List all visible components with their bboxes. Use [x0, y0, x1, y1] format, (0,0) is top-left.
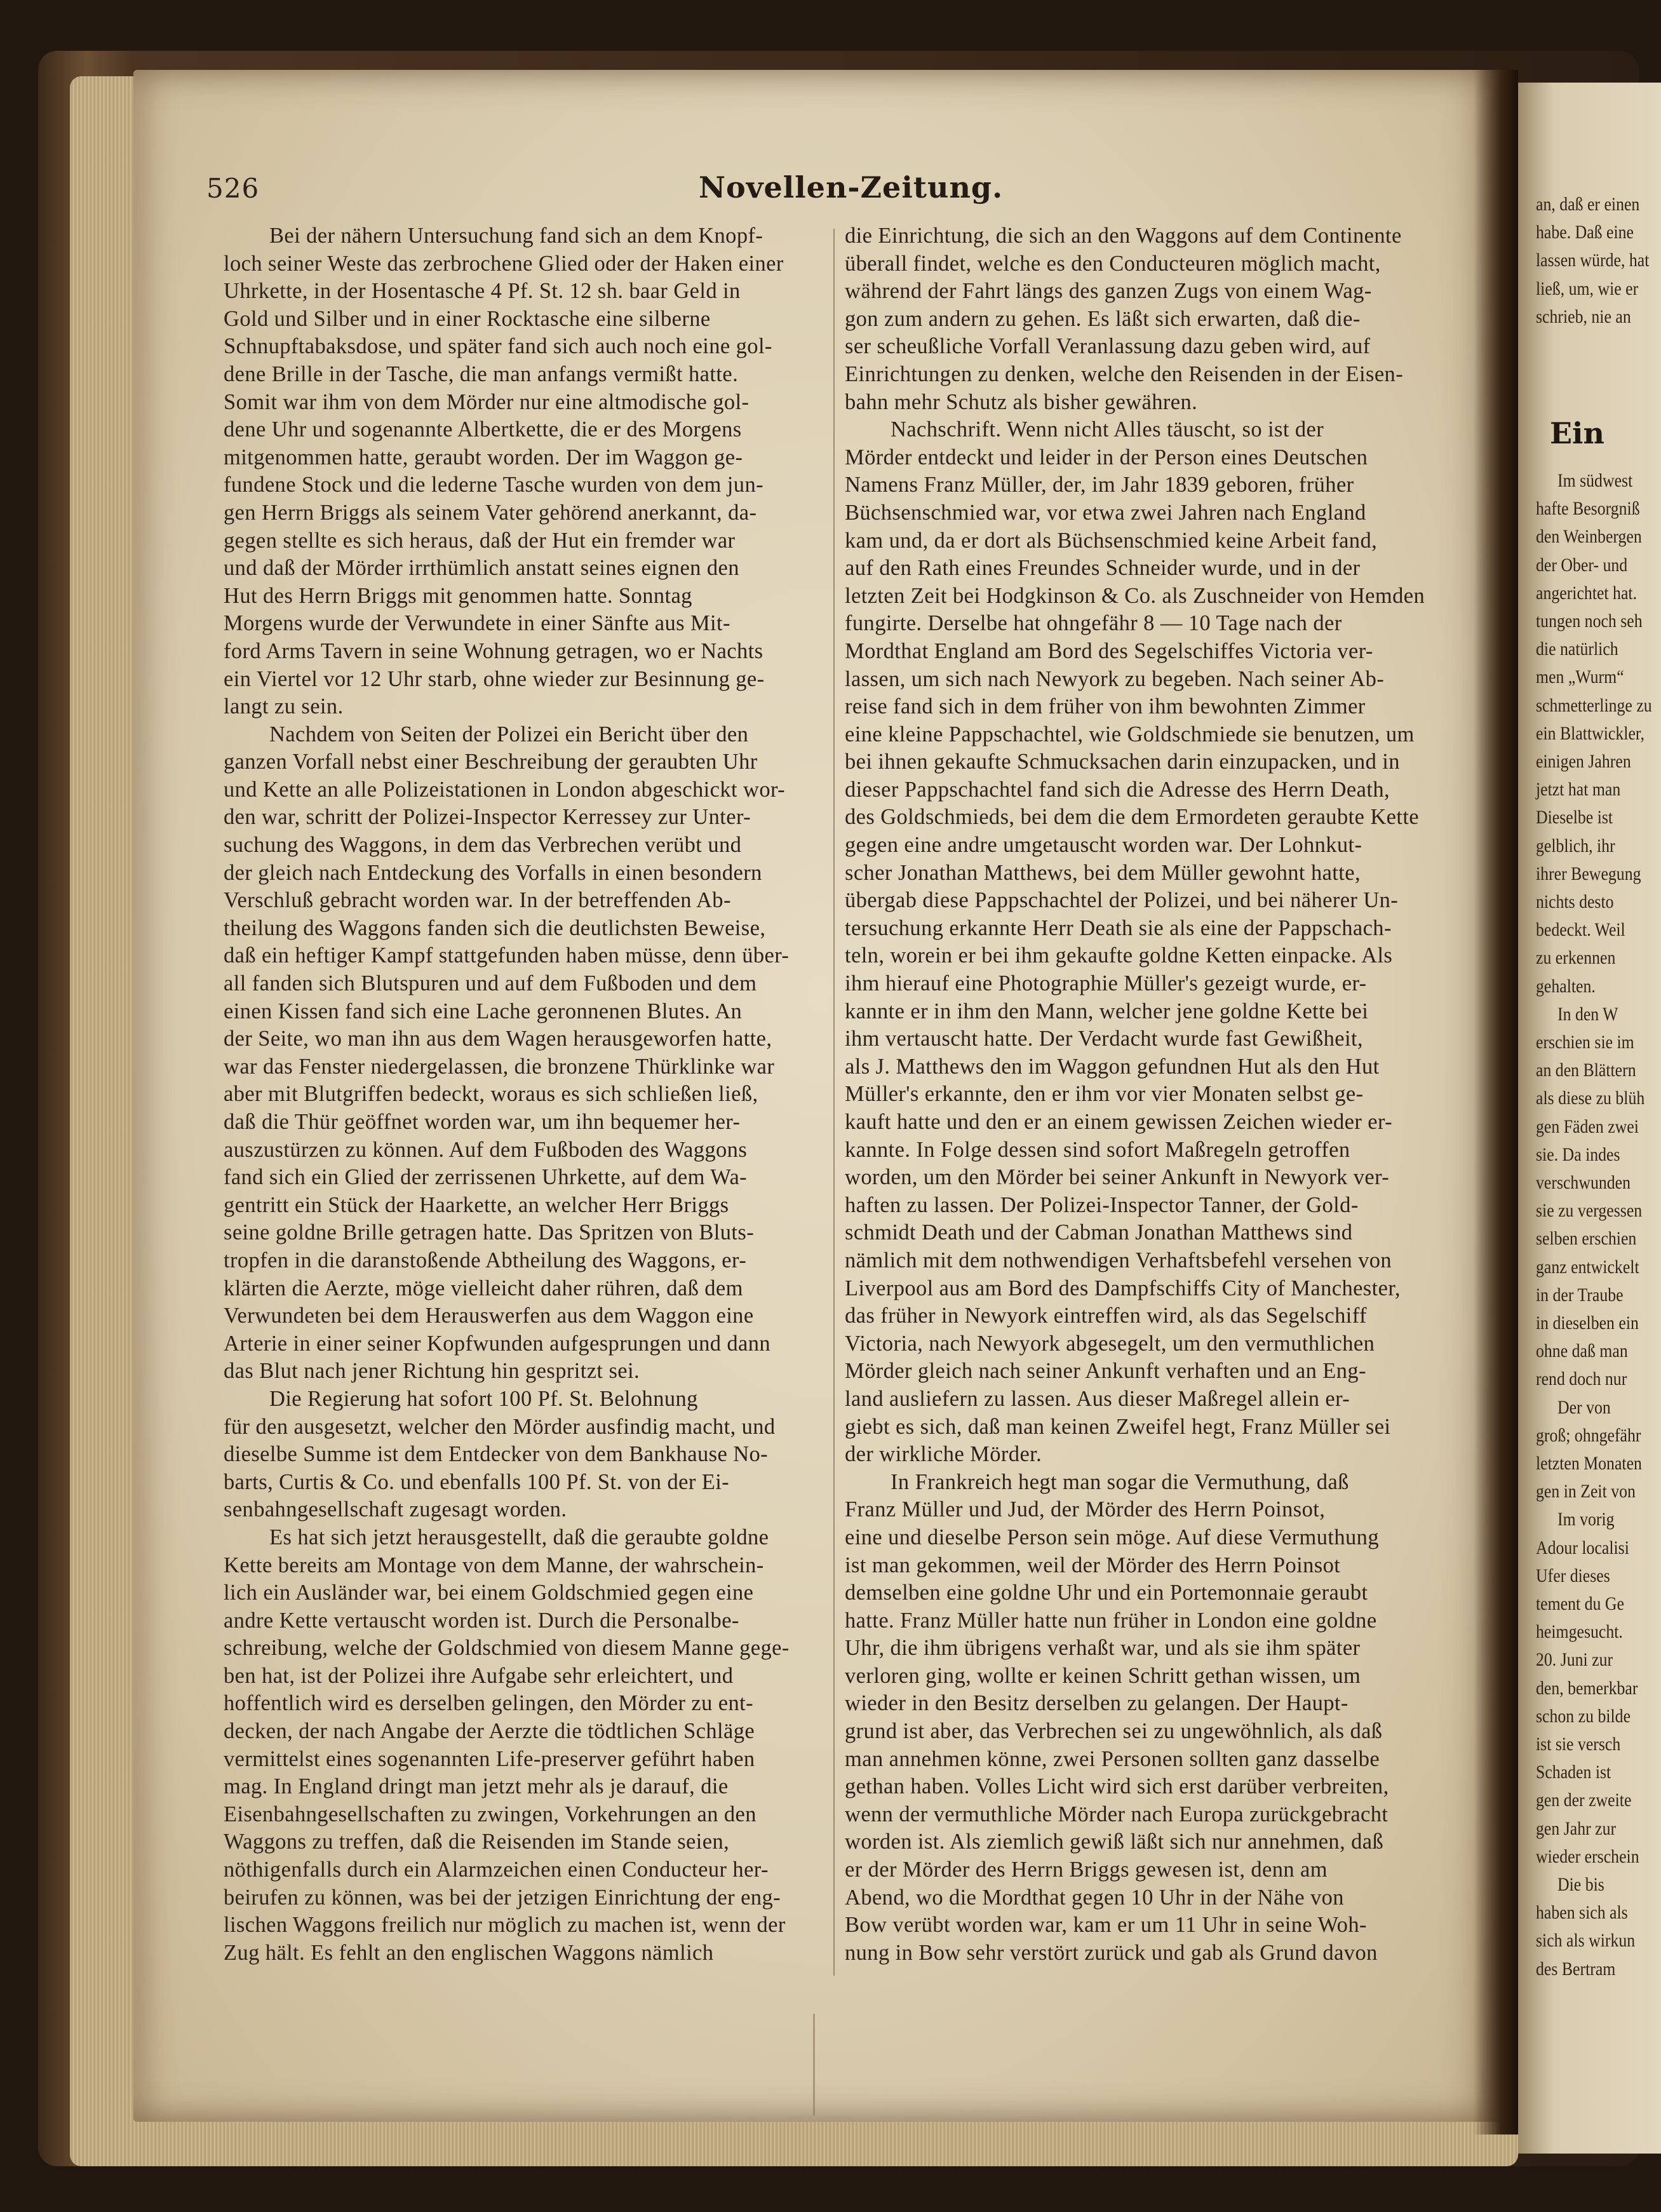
- column-divider: [833, 229, 835, 1976]
- facing-page-line: ließ, um, wie er: [1536, 278, 1639, 299]
- facing-page-line: lassen würde, hat: [1536, 250, 1650, 271]
- facing-page-line: ist sie versch: [1536, 1734, 1621, 1755]
- facing-page-line: Adour localisi: [1536, 1537, 1629, 1558]
- facing-page-line: selben erschien: [1536, 1228, 1637, 1250]
- facing-page-line: ohne daß man: [1536, 1340, 1628, 1362]
- facing-page-line: Ufer dieses: [1536, 1565, 1610, 1586]
- paragraph: Bei der nähern Untersuchung fand sich an dem Knopf- loch seiner Weste das zerbrochene Glied oder der Haken einer Uhrkette, in der Hosentasche 4 Pf. St. 12 sh. baar Geld in Gold und Silber und in einer Rocktasche eine silberne Schnupftabaksdose, und später fand sich auch noch eine gol- dene Brille in der Tasche, die man anfangs vermißt hatte. Somit war ihm von dem Mörder nur eine altmodische gol- dene Uhr und sogenannte Albertkette, die er des Morgens mitgenommen hatte, geraubt worden. Der im Waggon ge- fundene Stock und die lederne Tasche wurden von dem jun- gen Herrn Briggs als seinem Vater gehörend anerkannt, da- gegen stellte es sich heraus, daß der Hut ein fremder war und daß der Mörder irrthümlich anstatt seines eignen den Hut des Herrn Briggs mit genommen hatte. Sonntag Morgens wurde der Verwundete in einer Sänfte aus Mit- ford Arms Tavern in seine Wohnung getragen, wo er Nachts ein Viertel vor 12 Uhr starb, ohne wieder zur Besinnung ge- langt zu sein.: [224, 224, 784, 719]
- facing-page-line: Die bis: [1557, 1874, 1604, 1895]
- book-gutter: [1474, 70, 1518, 2134]
- facing-page-line: Der von: [1557, 1396, 1611, 1418]
- facing-page-title-fragment: Ein: [1550, 416, 1604, 450]
- facing-page-line: gehalten.: [1536, 975, 1596, 997]
- left-column: [224, 222, 843, 1967]
- facing-page-line: groß; ohngefähr: [1536, 1424, 1641, 1446]
- facing-page-line: jetzt hat man: [1536, 779, 1621, 800]
- facing-page-line: rend doch nur: [1536, 1368, 1627, 1390]
- facing-page-line: nichts desto: [1536, 891, 1614, 912]
- facing-page-line: zu erkennen: [1536, 947, 1616, 969]
- facing-page-line: tement du Ge: [1536, 1593, 1624, 1614]
- facing-page-line: gen in Zeit von: [1536, 1481, 1636, 1502]
- facing-page-line: sie. Da indes: [1536, 1143, 1620, 1165]
- facing-page-line: bedeckt. Weil: [1536, 919, 1625, 941]
- paragraph: Nachschrift. Wenn nicht Alles täuscht, so ist der Mörder entdeckt und leider in der Person eines Deutschen Namens Franz Müller, der, im Jahr 1839 geboren, früher Büchsenschmied war, vor etwa zwei Jahren nach England kam und, da er dort als Büchsenschmied keine Arbeit fand, auf den Rath eines Freundes Schneider wurde, und in der letzten Zeit bei Hodgkinson & Co. als Zuschneider von Hemden fungirte. Derselbe hat ohngefähr 8 — 10 Tage nach der Mordthat England am Bord des Segelschiffes Victoria ver- lassen, um sich nach Newyork zu begeben. Nach seiner Ab- reise fand sich in dem früher von ihm bewohnten Zimmer eine kleine Pappschachtel, wie Goldschmiede sie benutzen, um bei ihnen gekaufte Schmucksachen darin einzupacken, und in dieser Pappschachtel fand sich die Adresse des Herrn Death, des Goldschmieds, bei dem die dem Ermordeten geraubte Kette gegen eine andre umgetauscht worden war. Der Lohnkut- scher Jonathan Matthews, bei dem Müller gewohnt hatte, übergab diese Pappschachtel der Polizei, und bei näherer Un- tersuchung erkannte Herr Death sie als eine der Pappschach- teln, worein er bei ihm gekaufte goldne Ketten einpacke. Als ihm hierauf eine Photographie Müller's gezeigt wurde, er- kannte er in ihm den Mann, welcher jene goldne Kette bei ihm vertauscht hatte. Der Verdacht wurde fast Gewißheit, als J. Matthews den im Waggon gefundnen Hut als den Hut Müller's erkannte, den er ihm vor vier Monaten selbst ge- kauft hatte und den er an einem gewissen Zeichen wieder er- kannte. In Folge dessen sind sofort Maßregeln getroffen worden, um den Mörder bei seiner Ankunft in Newyork ver- haften zu lassen. Der Polizei-Inspector Tanner, der Gold- schmidt Death und der Cabman Jonathan Matthews sind nämlich mit dem nothwendigen Verhaftsbefehl versehen von Liverpool aus am Bord des Dampfschiffs City of Manchester, das früher in Newyork eintreffen wird, als das Segelschiff Victoria, nach Newyork abgesegelt, um den vermuthlichen Mörder gleich nach seiner Ankunft verhaften und an Eng- land ausliefern zu lassen. Aus dieser Maßregel allein er- giebt es sich, daß man keinen Zweifel hegt, Franz Müller sei der wirkliche Mörder.: [845, 417, 1425, 1467]
- facing-page-line: sie zu vergessen: [1536, 1200, 1643, 1222]
- facing-page-line: letzten Monaten: [1536, 1453, 1642, 1474]
- paragraph: Es hat sich jetzt herausgestellt, daß die geraubte goldne Kette bereits am Montage von dem Manne, der wahrschein- lich ein Ausländer war, bei einem Goldschmied gegen eine andre Kette vertauscht worden ist. Durch die Personalbe- schreibung, welche der Goldschmied von diesem Manne gege- ben hat, ist der Polizei ihre Aufgabe sehr erleichtert, und hoffentlich wird es derselben gelingen, den Mörder zu ent- decken, der nach Angabe der Aerzte die tödtlichen Schläge vermittelst eines sogenannten Life-preserver geführt haben mag. In England dringt man jetzt mehr als je darauf, die Eisenbahngesellschaften zu zwingen, Vorkehrungen an den Waggons zu treffen, daß die Reisenden im Stande seien, nöthigenfalls durch ein Alarmzeichen einen Conducteur her- beirufen zu können, was bei der jetzigen Einrichtung der eng- lischen Waggons freilich nur möglich zu machen ist, wenn der Zug hält. Es fehlt an den englischen Waggons nämlich: [224, 1525, 790, 1965]
- page-crease: [813, 2014, 815, 2115]
- paragraph: Nachdem von Seiten der Polizei ein Bericht über den ganzen Vorfall nebst einer Beschreibung der geraubten Uhr und Kette an alle Polizeistationen in London abgeschickt wor- den war, schritt der Polizei-Inspector Kerressey zur Unter- suchung des Waggons, in dem das Verbrechen verübt und der gleich nach Entdeckung des Vorfalls in einen besondern Verschluß gebracht worden war. In der betreffenden Ab- theilung des Waggons fanden sich die deutlichsten Beweise, daß ein heftiger Kampf stattgefunden haben müsse, denn über- all fanden sich Blutspuren und auf dem Fußboden und dem einen Kissen fand sich eine Lache geronnenen Blutes. An der Seite, wo man ihn aus dem Wagen herausgeworfen hatte, war das Fenster niedergelassen, die bronzene Thürklinke war aber mit Blutgriffen bedeckt, woraus es sich schließen ließ, daß die Thür geöffnet worden war, um ihn bequemer her- auszustürzen zu können. Auf dem Fußboden des Waggons fand sich ein Glied der zerrissenen Uhrkette, auf dem Wa- gentritt ein Stück der Haarkette, an welcher Herr Briggs seine goldne Brille getragen hatte. Das Spritzen von Bluts- tropfen in die daranstoßende Abtheilung des Waggons, er- klärten die Aerzte, möge vielleicht daher rühren, daß dem Verwundeten bei dem Herauswerfen aus dem Waggon eine Arterie in einer seiner Kopfwunden aufgesprungen und dann das Blut nach jener Richtung hin gespritzt sei.: [224, 722, 790, 1384]
- running-title: Novellen-Zeitung.: [699, 170, 1004, 205]
- facing-page-line: hafte Besorgniß: [1536, 498, 1640, 520]
- paragraph: In Frankreich hegt man sogar die Vermuthung, daß Franz Müller und Jud, der Mörder des Herrn Poinsot, eine und dieselbe Person sein möge. Auf diese Vermuthung ist man gekommen, weil der Mörder des Herrn Poinsot demselben eine goldne Uhr und ein Portemonnaie geraubt hatte. Franz Müller hatte nun früher in London eine goldne Uhr, die ihm übrigens verhaßt war, und als sie ihm später verloren ging, wollte er keinen Schritt gethan wissen, um wieder in den Besitz derselben zu gelangen. Der Haupt- grund ist aber, das Verbrechen sei zu ungewöhnlich, als daß man annehmen könne, zwei Personen sollten ganz dasselbe gethan haben. Volles Licht wird sich erst darüber verbreiten, wenn der vermuthliche Mörder nach Europa zurückgebracht worden ist. Als ziemlich gewiß läßt sich nur annehmen, daß er der Mörder des Herrn Briggs gewesen ist, denn am Abend, wo die Mordthat gegen 10 Uhr in der Nähe von Bow verübt worden war, kam er um 11 Uhr in seine Woh- nung in Bow sehr verstört zurück und gab als Grund davon: [845, 1469, 1389, 1965]
- facing-page-line: gen Jahr zur: [1536, 1817, 1617, 1839]
- facing-page-line: Im südwest: [1557, 470, 1633, 491]
- facing-page-line: gen der zweite: [1536, 1790, 1632, 1811]
- facing-page-line: schrieb, nie an: [1536, 306, 1631, 327]
- facing-page-line: gelblich, ihr: [1536, 835, 1615, 856]
- facing-page-line: des Bertram: [1536, 1958, 1616, 1979]
- page-number: 526: [206, 173, 260, 204]
- facing-page-line: Dieselbe ist: [1536, 807, 1613, 828]
- facing-page-line: den, bemerkbar: [1536, 1677, 1638, 1699]
- facing-page-line: wieder erschein: [1536, 1845, 1639, 1867]
- facing-page-line: den Weinbergen: [1536, 526, 1642, 548]
- facing-page-line: schon zu bilde: [1536, 1705, 1631, 1727]
- facing-page-line: Im vorig: [1557, 1509, 1615, 1530]
- facing-page-line: men „Wurm“: [1536, 666, 1624, 688]
- facing-page-line: sich als wirkun: [1536, 1930, 1636, 1952]
- paragraph: die Einrichtung, die sich an den Waggons auf dem Continente überall findet, welche es den Conducteuren möglich macht, während der Fahrt längs des ganzen Zugs von einem Wag- gon zum andern zu gehen. Es läßt sich erwarten, daß die- ser scheußliche Vorfall Veranlassung dazu geben wird, auf Einrichtungen zu denken, welche den Reisenden in der Eisen- bahn mehr Schutz als bisher gewähren.: [845, 224, 1404, 414]
- facing-page-line: angerichtet hat.: [1536, 582, 1637, 604]
- facing-page-line: heimgesucht.: [1536, 1621, 1623, 1643]
- facing-page-line: erschien sie im: [1536, 1032, 1634, 1053]
- facing-page-line: Schaden ist: [1536, 1762, 1611, 1783]
- facing-page-line: In den W: [1557, 1003, 1618, 1025]
- facing-page-line: ein Blattwickler,: [1536, 722, 1644, 744]
- facing-page-line: in dieselben ein: [1536, 1312, 1639, 1333]
- facing-page-line: in der Traube: [1536, 1284, 1624, 1305]
- facing-page-line: einigen Jahren: [1536, 751, 1631, 772]
- facing-page-line: der Ober- und: [1536, 554, 1628, 576]
- facing-page-line: 20. Juni zur: [1536, 1649, 1613, 1671]
- facing-page-line: habe. Daß eine: [1536, 222, 1634, 243]
- facing-page-line: schmetterlinge zu: [1536, 694, 1652, 716]
- facing-page-line: an, daß er einen: [1536, 194, 1640, 215]
- facing-page-line: tungen noch seh: [1536, 610, 1643, 631]
- facing-page-line: die natürlich: [1536, 638, 1618, 660]
- facing-page-line: haben sich als: [1536, 1902, 1628, 1924]
- facing-page-line: ihrer Bewegung: [1536, 863, 1641, 884]
- facing-page-line: ganz entwickelt: [1536, 1256, 1639, 1278]
- facing-page-line: gen Fäden zwei: [1536, 1116, 1639, 1137]
- paragraph: Die Regierung hat sofort 100 Pf. St. Belohnung für den ausgesetzt, welcher den Mörder ausfindig macht, und dieselbe Summe ist dem Entdecker von dem Bankhause No- barts, Curtis & Co. und ebenfalls 100 Pf. St. von der Ei- senbahngesellschaft zugesagt worden.: [224, 1386, 776, 1522]
- facing-page-line: als diese zu blüh: [1536, 1088, 1645, 1109]
- right-column: [845, 222, 1455, 1967]
- facing-page-line: an den Blättern: [1536, 1060, 1636, 1081]
- facing-page-line: verschwunden: [1536, 1172, 1631, 1193]
- page-header: [203, 166, 1455, 217]
